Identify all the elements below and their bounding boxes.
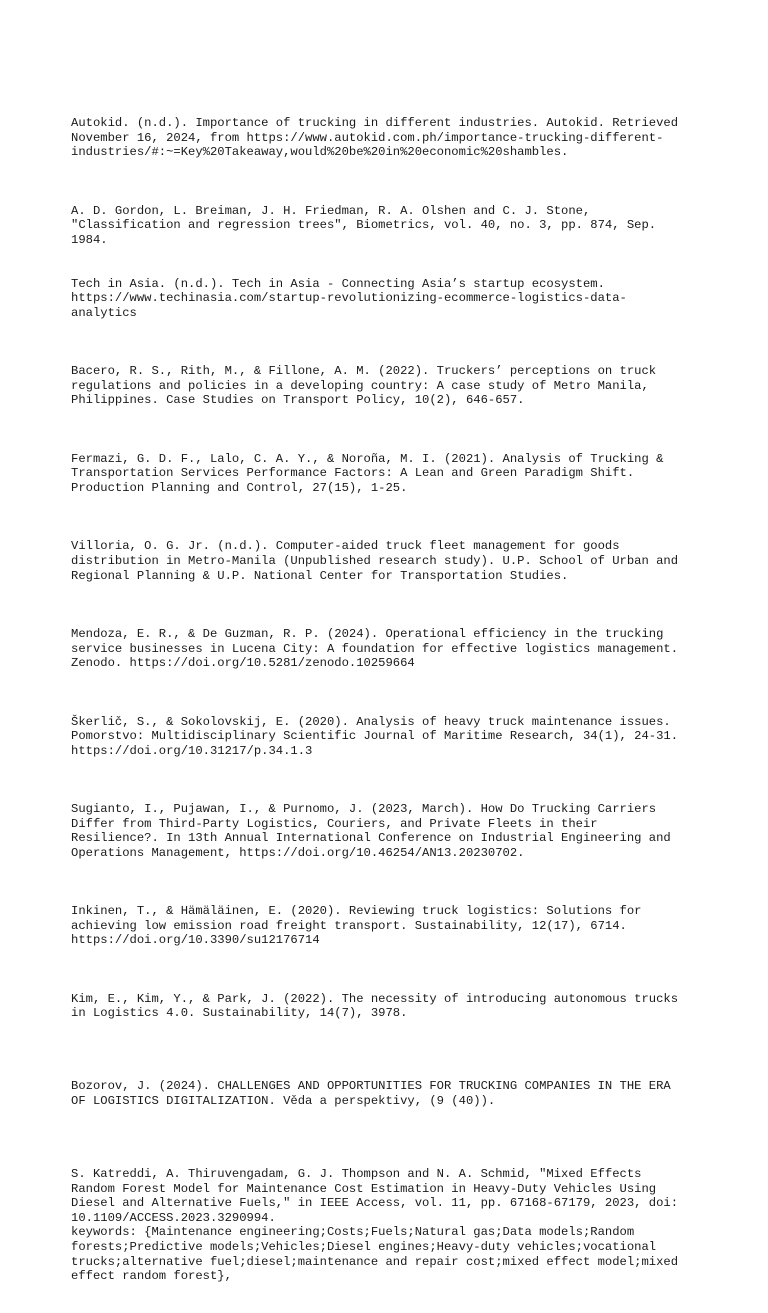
reference-gordon: A. D. Gordon, L. Breiman, J. H. Friedman, R. A. Olshen and C. J. Stone, "Classification and regression trees", Biometrics, vol. 40, no. 3, pp. 874, Sep. 1984. bbox=[71, 203, 657, 247]
reference-sugianto: Sugianto, I., Pujawan, I., & Purnomo, J. (2023, March). How Do Trucking Carriers Differ from Third-Party Logistics, Couriers, and Private Fleets in their Resilience?. In 13th Annual International Conference on Industrial Engineering and Operations Management, https://doi.org/10.46254/AN13.20230702. bbox=[71, 802, 671, 860]
reference-skerlic: Škerlič, S., & Sokolovskij, E. (2020). Analysis of heavy truck maintenance issues. Pomorstvo: Multidisciplinary Scientific Journal of Maritime Research, 34(1), 24-31. https://doi.org/10.31217/p.34.1.3 bbox=[71, 714, 679, 758]
reference-list bbox=[71, 87, 711, 1313]
reference-inkinen: Inkinen, T., & Hämäläinen, E. (2020). Reviewing truck logistics: Solutions for achieving low emission road freight transport. Sustainability, 12(17), 6714. https://doi.org/10.3390/su12176714 bbox=[71, 904, 642, 948]
reference-bozorov: Bozorov, J. (2024). CHALLENGES AND OPPORTUNITIES FOR TRUCKING COMPANIES IN THE ERA OF LOGISTICS DIGITALIZATION. Věda a perspektivy, (9 (40)). bbox=[71, 1079, 671, 1108]
reference-kim: Kim, E., Kim, Y., & Park, J. (2022). The necessity of introducing autonomous trucks in Logistics 4.0. Sustainability, 14(7), 3978. bbox=[71, 991, 679, 1021]
reference-villoria: Villoria, O. G. Jr. (n.d.). Computer-aided truck fleet management for goods distribution in Metro-Manila (Unpublished research study). U.P. School of Urban and Regional Planning & U.P. National Center for Transportation Studies. bbox=[71, 539, 679, 583]
reference-fermazi: Fermazi, G. D. F., Lalo, C. A. Y., & Noroña, M. I. (2021). Analysis of Trucking & Transportation Services Performance Factors: A Lean and Green Paradigm Shift. Production Planning and Control, 27(15), 1-25. bbox=[71, 451, 664, 496]
reference-katreddi: S. Katreddi, A. Thiruvengadam, G. J. Thompson and N. A. Schmid, "Mixed Effects Random Forest Model for Maintenance Cost Estimation in Heavy-Duty Vehicles Using Diesel and Alternative Fuels," in IEEE Access, vol. 11, pp. 67168-67179, 2023, doi: 10.1109/ACCESS.2023.3290994. keywords: {Maintenance engineering;Costs;Fuels;Natural gas;Data models;Random forests;Predictive models;Vehicles;Diesel engines;Heavy-duty vehicles;vocational trucks;alternative fuel;diesel;maintenance and repair cost;mixed effect model;mixed effect random forest}, bbox=[71, 1166, 679, 1284]
reference-mendoza: Mendoza, E. R., & De Guzman, R. P. (2024). Operational efficiency in the trucking service businesses in Lucena City: A foundation for effective logistics management. Zenodo. https://doi.org/10.5281/zenodo.10259664 bbox=[71, 626, 679, 671]
reference-techinasia: Tech in Asia. (n.d.). Tech in Asia - Connecting Asia’s startup ecosystem. https://www.techinasia.com/startup-revolutionizing-ecommerce-logistics-data- analytics bbox=[71, 276, 627, 320]
reference-autokid: Autokid. (n.d.). Importance of trucking in different industries. Autokid. Retrieved November 16, 2024, from https://www.autokid.com.ph/importance-trucking-different- industries/#:~=Key%20Takeaway,would%20be%20in%20economic%20shambles. bbox=[71, 116, 679, 160]
reference-bacero: Bacero, R. S., Rith, M., & Fillone, A. M. (2022). Truckers’ perceptions on truck regulations and policies in a developing country: A case study of Metro Manila, Philippines. Case Studies on Transport Policy, 10(2), 646-657. bbox=[71, 364, 657, 408]
